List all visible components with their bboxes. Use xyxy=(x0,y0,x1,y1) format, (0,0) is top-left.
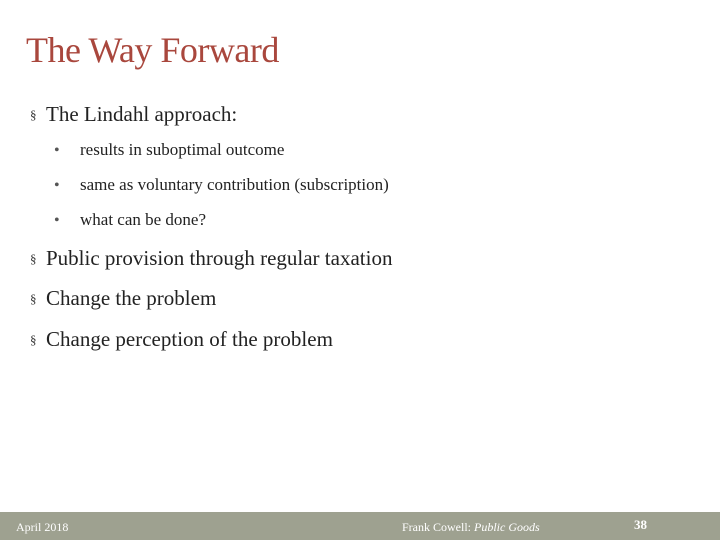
bullet-text: Public provision through regular taxation xyxy=(46,246,393,270)
bullet-item xyxy=(30,100,237,129)
dot-bullet-icon: • xyxy=(54,177,60,194)
dot-bullet-icon: • xyxy=(54,142,60,159)
bullet-text: Change perception of the problem xyxy=(46,327,333,351)
author-name: Frank Cowell: xyxy=(402,520,474,534)
slide-title: The Way Forward xyxy=(26,30,279,70)
section-bullet-icon: § xyxy=(30,107,37,122)
bullet-text: The Lindahl approach: xyxy=(46,102,238,126)
dot-bullet-icon: • xyxy=(54,212,60,229)
sub-bullet-item xyxy=(54,173,389,198)
sub-bullet-text: same as voluntary contribution (subscription) xyxy=(80,175,389,194)
footer-date: April 2018 xyxy=(16,520,69,534)
bullet-item xyxy=(30,244,392,273)
section-bullet-icon: § xyxy=(30,251,37,266)
sub-bullet-text: results in suboptimal outcome xyxy=(80,140,285,159)
sub-bullet-text: what can be done? xyxy=(80,210,207,229)
page-number: 38 xyxy=(634,517,647,532)
sub-bullet-item xyxy=(54,138,284,163)
bullet-item xyxy=(30,284,216,313)
bullet-item xyxy=(30,325,333,354)
footer-bar xyxy=(0,512,720,540)
course-name: Public Goods xyxy=(474,520,540,534)
section-bullet-icon: § xyxy=(30,291,37,306)
section-bullet-icon: § xyxy=(30,332,37,347)
footer-author xyxy=(402,520,540,534)
bullet-text: Change the problem xyxy=(46,286,217,310)
sub-bullet-item xyxy=(54,208,206,233)
